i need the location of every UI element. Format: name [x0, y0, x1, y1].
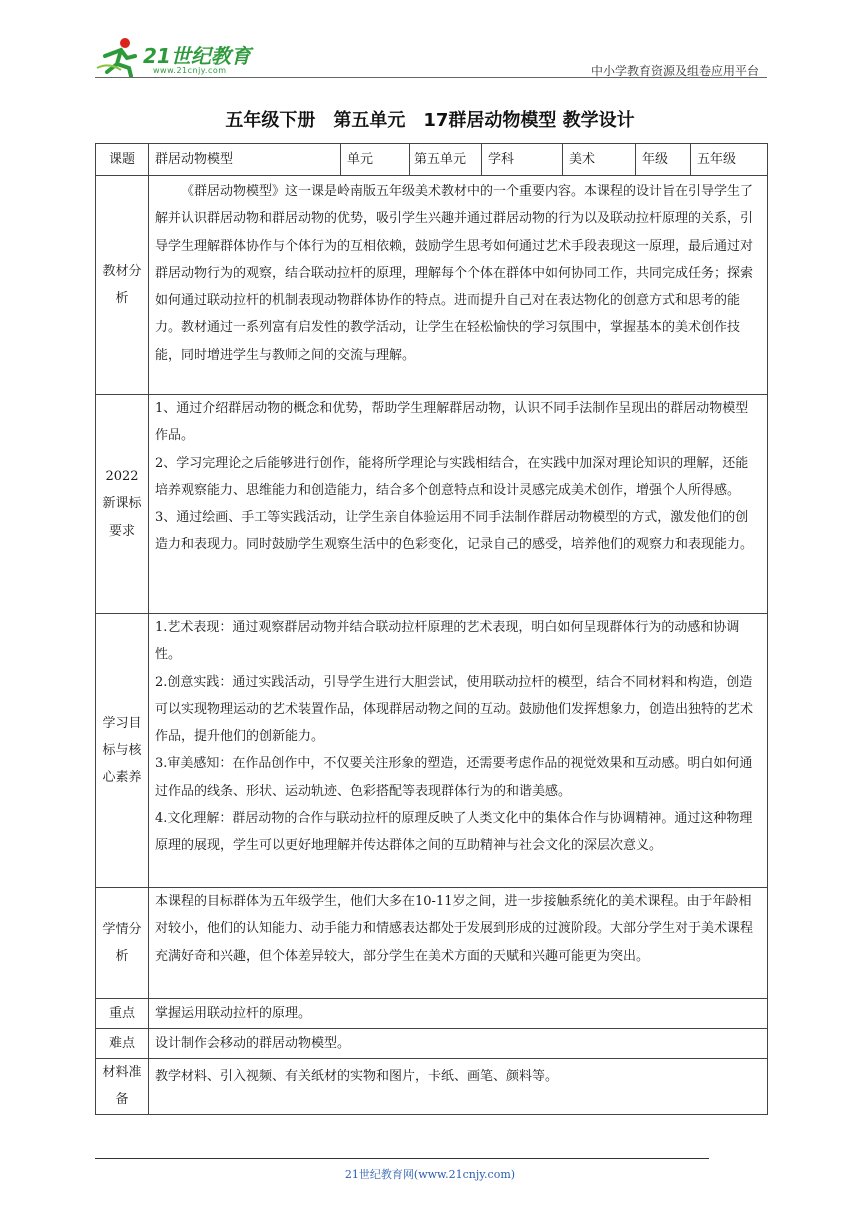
row-label: 2022新课标要求	[96, 395, 149, 614]
table-row	[96, 614, 768, 888]
row-label: 材料准备	[96, 1059, 149, 1115]
header-divider	[95, 77, 767, 78]
paragraph: 《群居动物模型》这一课是岭南版五年级美术教材中的一个重要内容。本课程的设计旨在引导学生了解并认识群居动物和群居动物的优势，吸引学生兴趣并通过群居动物的行为以及联动拉杆原理的关系，引导学生理解群体协作与个体行为的互相依赖，鼓励学生思考如何通过艺术手段表现这一原理，最后通过对群居动物行为的观察，结合联动拉杆的原理，理解每个个体在群体中如何协同工作，共同完成任务；探索如何通过联动拉杆的机制表现动物群体协作的特点。进而提升自己对在表达物化的创意方式和思考的能力。教材通过一系列富有启发性的教学活动，让学生在轻松愉快的学习氛围中，掌握基本的美术创作技能，同时增进学生与教师之间的交流与理解。	[155, 184, 754, 363]
unit-value: 第五单元	[410, 144, 482, 176]
row-label: 教材分析	[96, 176, 149, 395]
grade-label: 年级	[636, 144, 691, 176]
row-content: 教学材料、引入视频、有关纸材的实物和图片，卡纸、画笔、颜料等。	[149, 1059, 768, 1115]
row-content	[149, 888, 768, 999]
unit-label: 单元	[341, 144, 410, 176]
row-content	[149, 176, 768, 395]
page-header	[95, 34, 767, 80]
paragraph: 1.艺术表现：通过观察群居动物并结合联动拉杆原理的艺术表现，明白如何呈现群体行为的动感和协调性。	[155, 620, 740, 663]
platform-name: 中小学教育资源及组卷应用平台	[590, 64, 759, 78]
footer-link[interactable]: 21世纪教育网(www.21cnjy.com)	[344, 1168, 516, 1181]
paragraph: 3.审美感知：在作品创作中，不仅要关注形象的塑造，还需要考虑作品的视觉效果和互动感。明白如何通过作品的线条、形状、运动轨迹、色彩搭配等表现群体行为的和谐美感。	[155, 756, 753, 799]
row-label: 学习目标与核心素养	[96, 614, 149, 888]
subject-label: 学科	[482, 144, 563, 176]
row-label: 重点	[96, 999, 149, 1029]
logo-url: www.21cnjy.com	[153, 66, 227, 75]
site-logo[interactable]	[95, 34, 265, 80]
table-row	[96, 1029, 768, 1059]
table-row	[96, 395, 768, 614]
table-row	[96, 176, 768, 395]
row-content: 掌握运用联动拉杆的原理。	[149, 999, 768, 1029]
paragraph: 3、通过绘画、手工等实践活动，让学生亲自体验运用不同手法制作群居动物模型的方式，激发他们的创造力和表现力。同时鼓励学生观察生活中的色彩变化，记录自己的感受，培养他们的观察力和表现能力。	[155, 510, 754, 553]
logo-text: 21世纪教育	[143, 44, 251, 68]
table-row	[96, 888, 768, 999]
subject-value: 美术	[563, 144, 636, 176]
paragraph: 本课程的目标群体为五年级学生，他们大多在10-11岁之间，进一步接触系统化的美术课程。由于年龄相对较小，他们的认知能力、动手能力和情感表达都处于发展到形成的过渡阶段。大部分学生对于美术课程充满好奇和兴趣，但个体差异较大，部分学生在美术方面的天赋和兴趣可能更为突出。	[155, 894, 754, 964]
info-row	[96, 144, 768, 176]
row-content	[149, 614, 768, 888]
runner-logo-icon	[95, 34, 143, 80]
grade-value: 五年级	[691, 144, 768, 176]
course-value: 群居动物模型	[149, 144, 341, 176]
row-label: 难点	[96, 1029, 149, 1059]
table-row	[96, 1059, 768, 1115]
row-content	[149, 395, 768, 614]
table-row	[96, 999, 768, 1029]
lesson-plan-table	[95, 143, 768, 1115]
paragraph: 4.文化理解：群居动物的合作与联动拉杆的原理反映了人类文化中的集体合作与协调精神。通过这种物理原理的展现，学生可以更好地理解并传达群体之间的互助精神与社会文化的深层次意义。	[155, 811, 753, 854]
document-title: 五年级下册 第五单元 17群居动物模型 教学设计	[225, 110, 635, 131]
paragraph: 1、通过介绍群居动物的概念和优势，帮助学生理解群居动物，认识不同手法制作呈现出的群居动物模型作品。	[155, 401, 749, 444]
row-label: 学情分析	[96, 888, 149, 999]
course-label: 课题	[96, 144, 149, 176]
footer-divider	[95, 1158, 709, 1159]
paragraph: 2、学习完理论之后能够进行创作，能将所学理论与实践相结合，在实践中加深对理论知识的理解，还能培养观察能力、思维能力和创造能力，结合多个创意特点和设计灵感完成美术创作，增强个人所得感。	[155, 455, 749, 498]
row-content: 设计制作会移动的群居动物模型。	[149, 1029, 768, 1059]
paragraph: 2.创意实践：通过实践活动，引导学生进行大胆尝试，使用联动拉杆的模型，结合不同材料和构造，创造可以实现物理运动的艺术装置作品，体现群居动物之间的互动。鼓励他们发挥想象力，创造出独特的艺术作品，提升他们的创新能力。	[155, 674, 754, 745]
